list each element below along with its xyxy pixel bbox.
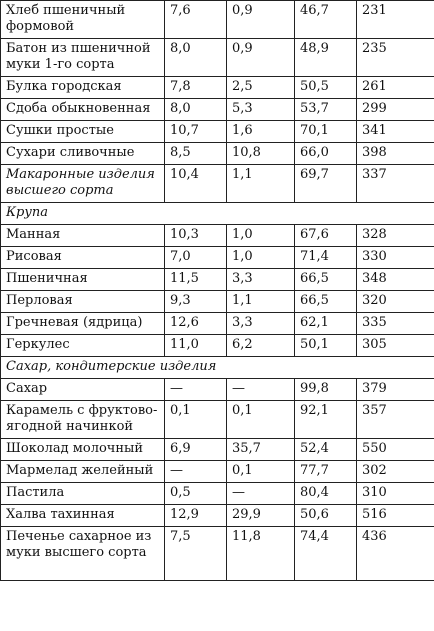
cell-value: 7,6 [165,1,227,39]
cell-value: 8,0 [165,39,227,77]
cell-value: 29,9 [227,505,295,527]
cell-value: 299 [357,99,434,121]
cell-value: 50,1 [295,335,357,357]
table-row [1,439,434,461]
section-row [1,203,434,225]
product-name: Пастила [1,483,165,505]
cell-value: 66,5 [295,269,357,291]
product-name: Геркулес [1,335,165,357]
cell-value: 231 [357,1,434,39]
cell-value: 337 [357,165,434,203]
cell-value: 74,4 [295,527,357,581]
cell-value: 53,7 [295,99,357,121]
cell-value: 0,1 [227,461,295,483]
cell-value: 341 [357,121,434,143]
table-row [1,39,434,77]
cell-value: 12,6 [165,313,227,335]
cell-value: 1,1 [227,291,295,313]
product-name: Сдоба обыкновенная [1,99,165,121]
cell-value: 235 [357,39,434,77]
table-row [1,335,434,357]
cell-value: 436 [357,527,434,581]
cell-value: — [227,379,295,401]
table-row [1,527,434,581]
cell-value: 3,3 [227,269,295,291]
cell-value: 379 [357,379,434,401]
table-row [1,1,434,39]
product-name: Манная [1,225,165,247]
cell-value: 0,9 [227,39,295,77]
cell-value: 11,5 [165,269,227,291]
cell-value: 10,4 [165,165,227,203]
cell-value: 69,7 [295,165,357,203]
cell-value: 11,0 [165,335,227,357]
cell-value: 50,5 [295,77,357,99]
cell-value: 11,8 [227,527,295,581]
cell-value: 66,0 [295,143,357,165]
cell-value: 2,5 [227,77,295,99]
cell-value: 12,9 [165,505,227,527]
cell-value: 328 [357,225,434,247]
cell-value: 1,0 [227,247,295,269]
cell-value: 99,8 [295,379,357,401]
cell-value: 516 [357,505,434,527]
cell-value: 71,4 [295,247,357,269]
cell-value: 7,5 [165,527,227,581]
cell-value: 0,9 [227,1,295,39]
cell-value: 261 [357,77,434,99]
cell-value: 0,1 [165,401,227,439]
table-row [1,121,434,143]
cell-value: 62,1 [295,313,357,335]
table-row [1,143,434,165]
product-name: Рисовая [1,247,165,269]
product-name: Батон из пшеничной муки 1-го сорта [1,39,165,77]
cell-value: 1,6 [227,121,295,143]
table-body [1,1,434,581]
product-name: Мармелад желейный [1,461,165,483]
cell-value: 3,3 [227,313,295,335]
cell-value: 8,5 [165,143,227,165]
product-name: Пшеничная [1,269,165,291]
cell-value: 80,4 [295,483,357,505]
product-name: Сухари сливочные [1,143,165,165]
table-row [1,99,434,121]
cell-value: 320 [357,291,434,313]
product-name: Печенье сахарное из муки высшего сорта [1,527,165,581]
product-name: Хлеб пшеничный формовой [1,1,165,39]
cell-value: 10,8 [227,143,295,165]
cell-value: 0,1 [227,401,295,439]
cell-value: — [165,379,227,401]
cell-value: 77,7 [295,461,357,483]
cell-value: — [165,461,227,483]
cell-value: 1,0 [227,225,295,247]
table-row [1,505,434,527]
cell-value: — [227,483,295,505]
table-row [1,269,434,291]
product-name: Сушки простые [1,121,165,143]
cell-value: 9,3 [165,291,227,313]
cell-value: 10,7 [165,121,227,143]
product-name: Шоколад молочный [1,439,165,461]
section-heading: Крупа [1,203,434,225]
table-row [1,401,434,439]
product-name: Карамель с фруктово-ягодной начинкой [1,401,165,439]
product-name: Сахар [1,379,165,401]
cell-value: 7,8 [165,77,227,99]
product-name: Халва тахинная [1,505,165,527]
cell-value: 46,7 [295,1,357,39]
cell-value: 50,6 [295,505,357,527]
cell-value: 0,5 [165,483,227,505]
cell-value: 52,4 [295,439,357,461]
cell-value: 398 [357,143,434,165]
cell-value: 10,3 [165,225,227,247]
section-heading: Сахар, кондитерские изделия [1,357,434,379]
cell-value: 5,3 [227,99,295,121]
cell-value: 92,1 [295,401,357,439]
table-row [1,77,434,99]
table-row [1,165,434,203]
product-name: Макаронные изделия высшего сорта [1,165,165,203]
cell-value: 330 [357,247,434,269]
cell-value: 305 [357,335,434,357]
product-name: Перловая [1,291,165,313]
cell-value: 66,5 [295,291,357,313]
cell-value: 48,9 [295,39,357,77]
table-row [1,225,434,247]
product-name: Булка городская [1,77,165,99]
table-row [1,313,434,335]
cell-value: 357 [357,401,434,439]
product-name: Гречневая (ядрица) [1,313,165,335]
table-row [1,247,434,269]
cell-value: 302 [357,461,434,483]
cell-value: 7,0 [165,247,227,269]
cell-value: 348 [357,269,434,291]
section-row [1,357,434,379]
cell-value: 6,2 [227,335,295,357]
cell-value: 335 [357,313,434,335]
cell-value: 8,0 [165,99,227,121]
cell-value: 6,9 [165,439,227,461]
cell-value: 550 [357,439,434,461]
cell-value: 67,6 [295,225,357,247]
table-row [1,483,434,505]
cell-value: 35,7 [227,439,295,461]
cell-value: 310 [357,483,434,505]
cell-value: 1,1 [227,165,295,203]
table-row [1,461,434,483]
table-row [1,291,434,313]
cell-value: 70,1 [295,121,357,143]
table-row [1,379,434,401]
